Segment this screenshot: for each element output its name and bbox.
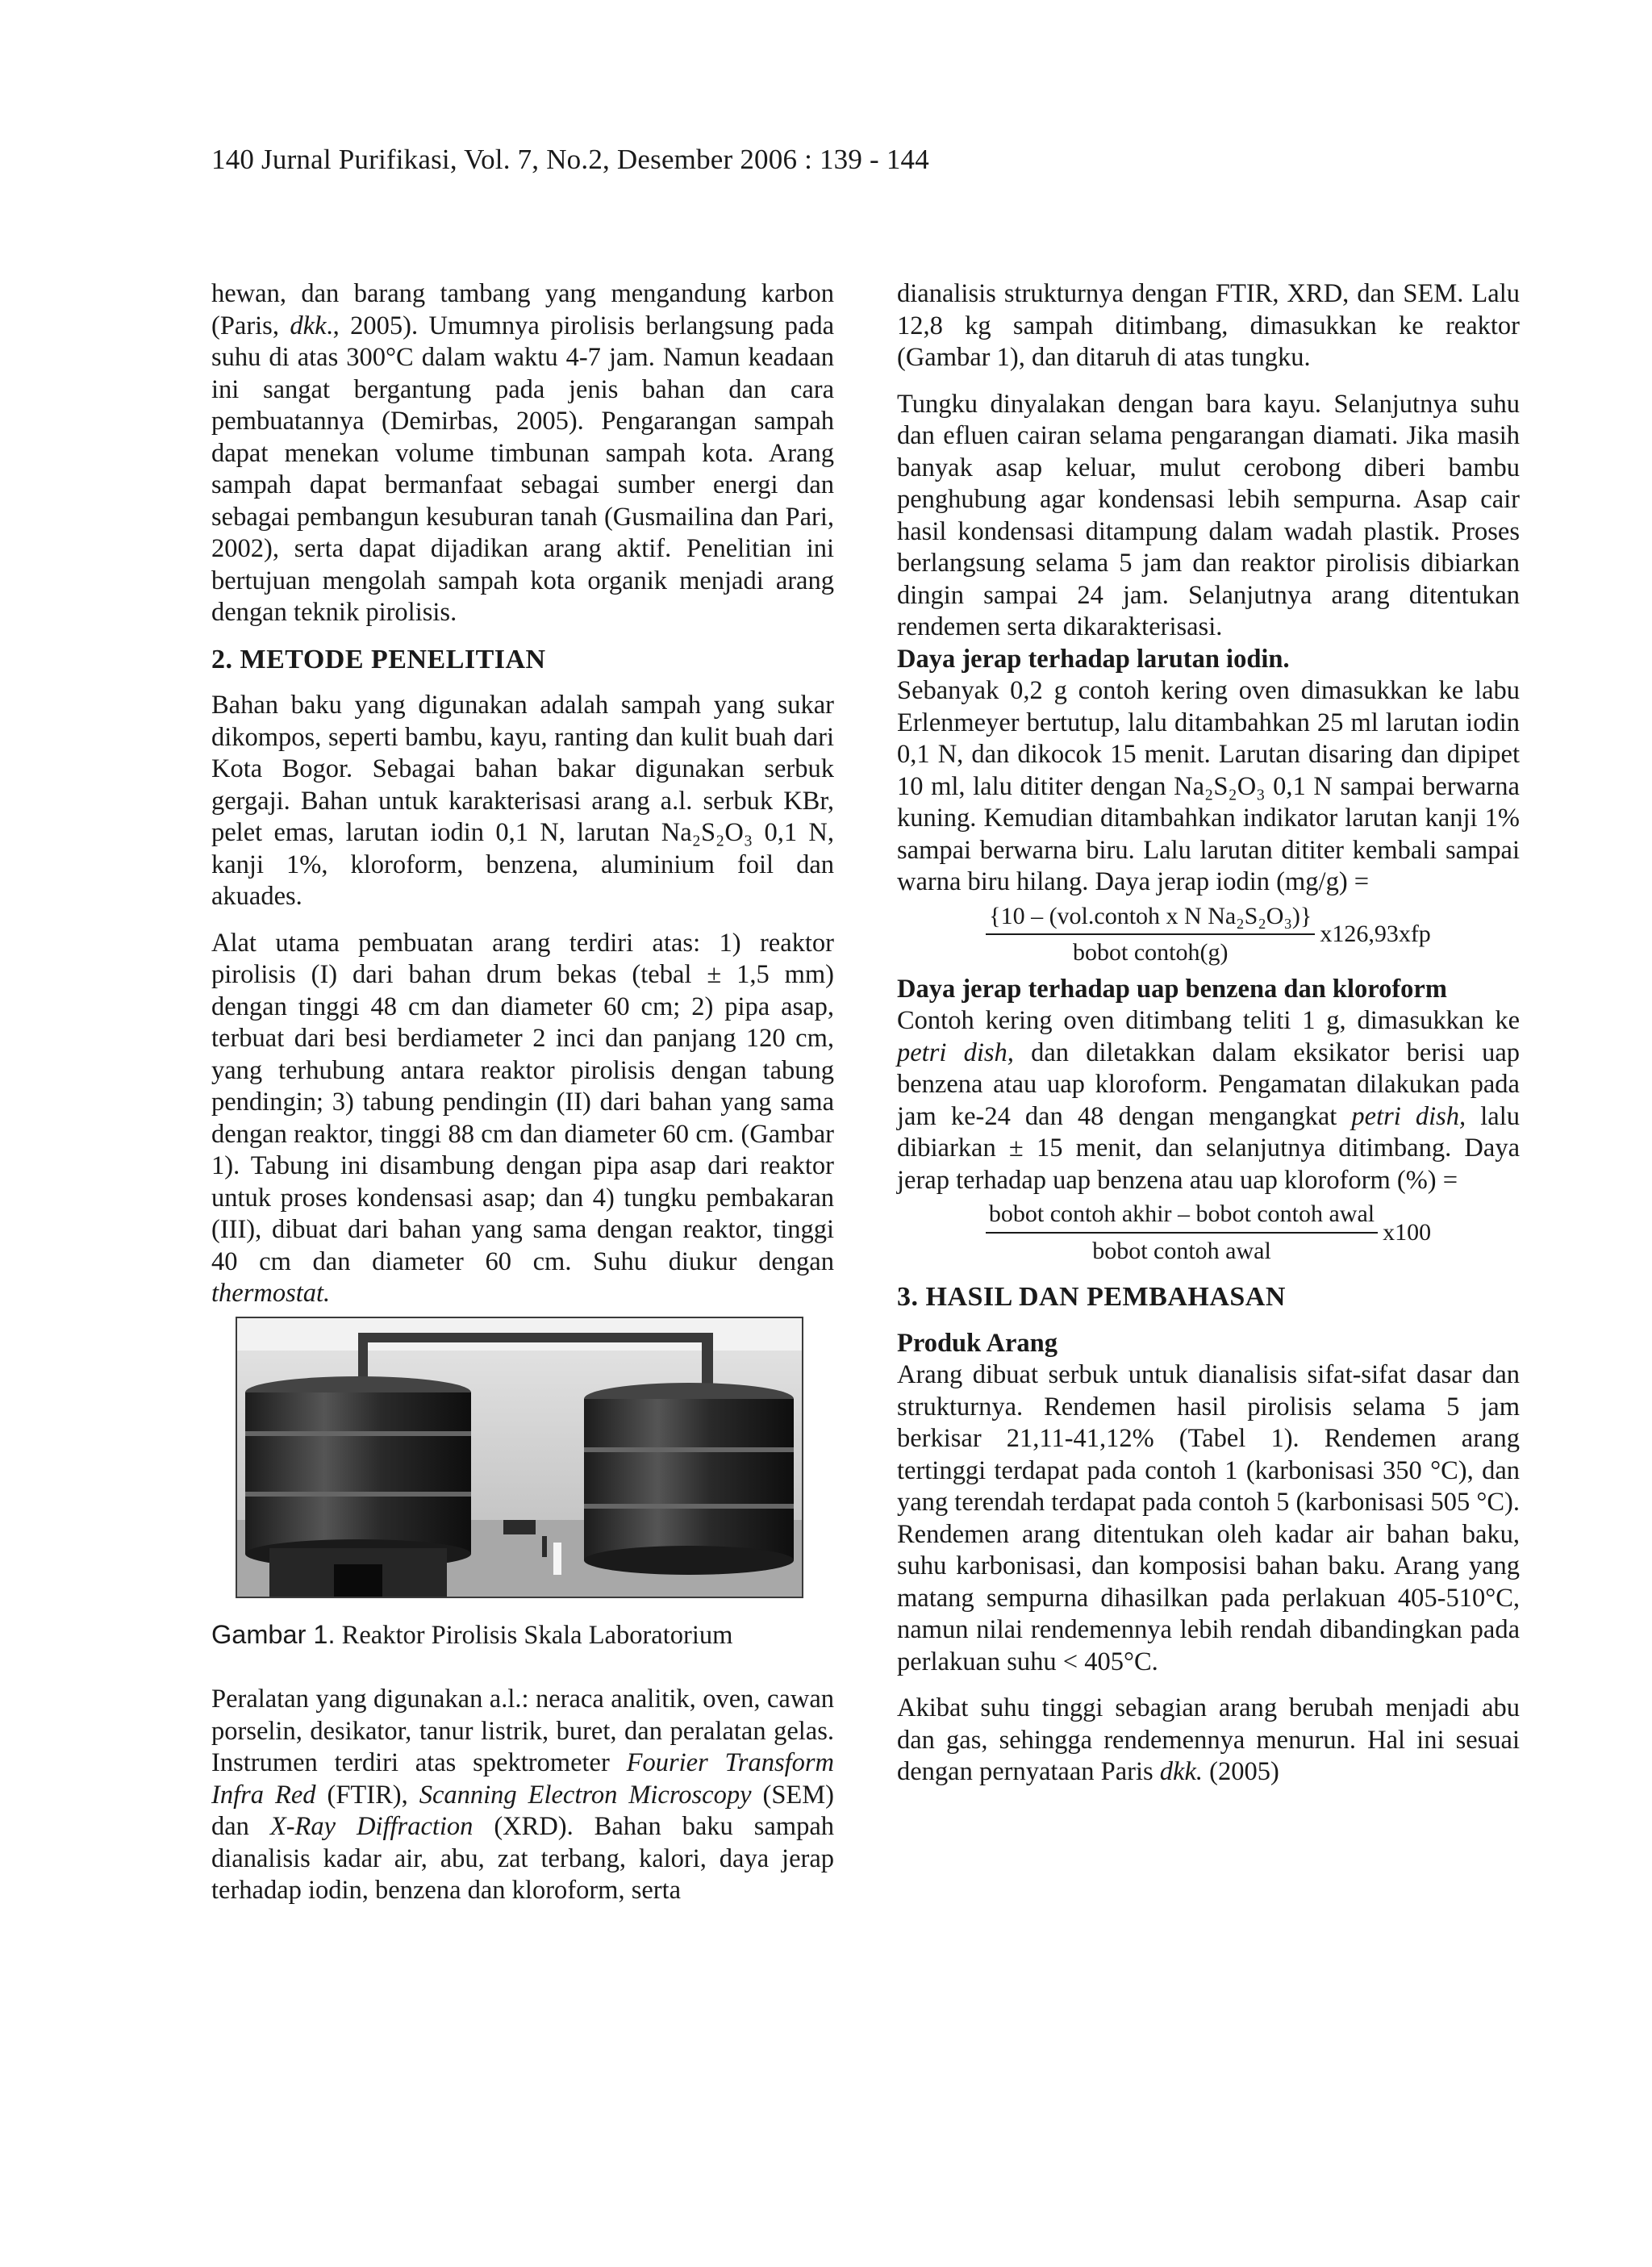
materials-paragraph: Bahan baku yang digunakan adalah sampah yang sukar dikompos, seperti bambu, kayu, ranting dan kulit buah dari Kota Bogor. Sebagai bahan bakar digunakan serbuk gergaji. Bahan untuk karakterisasi arang a.l. serbuk KBr, pelet emas, larutan iodin 0,1 N, larutan Na₂S₂O₃ 0,1 N, kanji 1%, kloroform, benzena, aluminium foil dan akuades. [211, 691, 834, 911]
section-2-heading: 2. METODE PENELITIAN [211, 644, 546, 674]
benzene-numerator: bobot contoh akhir – bobot contoh awal [986, 1198, 1378, 1234]
iodine-paragraph: Sebanyak 0,2 g contoh kering oven dimasukkan ke labu Erlenmeyer bertutup, lalu ditambahkan 25 ml larutan iodin 0,1 N, dan dikocok 15 menit. Larutan disaring dan dipipet 10 ml, lalu dititer dengan Na₂S₂O₃ 0,1 N sampai berwarna kuning. Kemudian ditambahkan indikator larutan kanji 1% sampai berwarna biru. Lalu larutan dititer kembali sampai warna biru hilang. Daya jerap iodin (mg/g) = [897, 676, 1520, 896]
procedure-paragraph-2: Tungku dinyalakan dengan bara kayu. Selanjutnya suhu dan efluen cairan selama pengarangan diamati. Jika masih banyak asap keluar, mulut cerobong diberi bambu penghubung agar kondensasi lebih sempurna. Asap cair hasil kondensasi ditampung dalam wadah plastik. Proses berlangsung selama 5 jam dan reaktor pirolisis dibiarkan dingin sampai 24 jam. Selanjutnya arang ditentukan rendemen serta dikarakterisasi. [897, 389, 1520, 641]
section-3-heading: 3. HASIL DAN PEMBAHASAN [897, 1282, 1286, 1312]
iodine-numerator: {10 – (vol.contoh x N Na₂S₂O₃)} [986, 900, 1315, 936]
reactor-photo [236, 1317, 803, 1598]
iodine-multiplier: x126,93xfp [1320, 921, 1431, 948]
right-column [897, 278, 1520, 1789]
running-header: 140 Jurnal Purifikasi, Vol. 7, No.2, Desember 2006 : 139 - 144 [211, 144, 929, 175]
iodine-formula [897, 900, 1520, 969]
benzene-heading: Daya jerap terhadap uap benzena dan kloroform [897, 974, 1447, 1004]
equipment-paragraph: Alat utama pembuatan arang terdiri atas: 1) reaktor pirolisis (I) dari bahan drum bekas (tebal ± 1,5 mm) dengan tinggi 48 cm dan diameter 60 cm; 2) pipa asap, terbuat dari besi berdiameter 2 inci dan panjang 120 cm, yang terhubung antara reaktor pirolisis dengan tabung pendingin; 3) tabung pendingin (II) dari bahan yang sama dengan reaktor, tinggi 88 cm dan diameter 60 cm. (Gambar 1). Tabung ini disambung dengan pipa asap dari reaktor untuk proses kondensasi asap; dan 4) tungku pembakaran (III), dibuat dari bahan yang sama dengan reaktor, tinggi 40 cm dan diameter 60 cm. Suhu diukur dengan thermostat. [211, 928, 834, 1308]
procedure-paragraph-1: dianalisis strukturnya dengan FTIR, XRD, dan SEM. Lalu 12,8 kg sampah ditimbang, dimasukkan ke reaktor (Gambar 1), dan ditaruh di atas tungku. [897, 279, 1520, 372]
iodine-denominator: bobot contoh(g) [1073, 939, 1229, 966]
benzene-denominator: bobot contoh awal [1092, 1237, 1271, 1264]
charcoal-heading: Produk Arang [897, 1328, 1058, 1358]
iodine-fraction [986, 900, 1315, 969]
iodine-heading: Daya jerap terhadap larutan iodin. [897, 644, 1290, 674]
charcoal-paragraph: Arang dibuat serbuk untuk dianalisis sifat-sifat dasar dan strukturnya. Rendemen hasil pirolisis selama 5 jam berkisar 21,11-41,12% (Tabel 1). Rendemen arang tertinggi terdapat pada contoh 1 (karbonisasi 350 °C), dan yang terendah terdapat pada contoh 5 (karbonisasi 505 °C). Rendemen arang ditentukan oleh kadar air bahan baku, suhu karbonisasi, dan komposisi bahan baku. Arang yang matang sempurna dihasilkan pada perlakuan 405-510°C, namun nilai rendemennya lebih rendah dibandingkan pada perlakuan suhu < 405°C. [897, 1360, 1520, 1676]
instruments-paragraph: Peralatan yang digunakan a.l.: neraca analitik, oven, cawan porselin, desikator, tanur listrik, buret, dan peralatan gelas. Instrumen terdiri atas spektrometer Fourier Transform Infra Red (FTIR), Scanning Electron Microscopy (SEM) dan X-Ray Diffraction (XRD). Bahan baku sampah dianalisis kadar air, abu, zat terbang, kalori, daya jerap terhadap iodin, benzena dan kloroform, serta [211, 1685, 834, 1905]
ash-paragraph: Akibat suhu tinggi sebagian arang berubah menjadi abu dan gas, sehingga rendemennya menurun. Hal ini sesuai dengan pernyataan Paris dkk. (2005) [897, 1693, 1520, 1786]
benzene-fraction [986, 1198, 1378, 1267]
intro-paragraph: hewan, dan barang tambang yang mengandung karbon (Paris, dkk., 2005). Umumnya pirolisis berlangsung pada suhu di atas 300°C dalam waktu 4-7 jam. Namun keadaan ini sangat bergantung pada jenis bahan dan cara pembuatannya (Demirbas, 2005). Pengarangan sampah dapat menekan volume timbunan sampah kota. Arang sampah dapat bermanfaat sebagai sumber energi dan sebagai pembangun kesuburan tanah (Gusmailina dan Pari, 2002), serta dapat dijadikan arang aktif. Penelitian ini bertujuan mengolah sampah kota organik menjadi arang dengan teknik pirolisis. [211, 279, 835, 627]
left-column [211, 278, 834, 1907]
figure-1-caption: Gambar 1. Reaktor Pirolisis Skala Laboratorium [211, 1619, 733, 1650]
benzene-formula [897, 1198, 1520, 1267]
benzene-multiplier: x100 [1383, 1218, 1432, 1246]
benzene-paragraph: Contoh kering oven ditimbang teliti 1 g, dimasukkan ke petri dish, dan diletakkan dalam eksikator berisi uap benzena atau uap kloroform. Pengamatan dilakukan pada jam ke-24 dan 48 dengan mengangkat petri dish, lalu dibiarkan ± 15 menit, dan selanjutnya ditimbang. Daya jerap terhadap uap benzena atau uap kloroform (%) = [897, 1006, 1521, 1195]
reactor-photo-graphic [237, 1318, 802, 1597]
